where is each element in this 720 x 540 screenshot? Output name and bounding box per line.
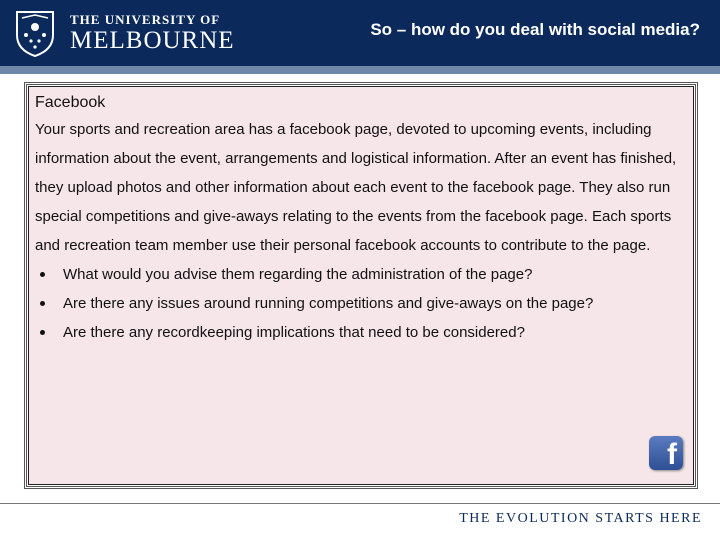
scenario-content [35,93,685,347]
question-text: Are there any issues around running competitions and give-aways on the page? [63,295,594,312]
facebook-glyph: f [667,438,677,470]
header-stripe [0,66,720,74]
scenario-heading: Facebook [35,94,106,111]
header-bar [0,0,720,66]
list-item [35,289,685,318]
bullet-icon [40,330,45,335]
question-text: What would you advise them regarding the administration of the page? [63,266,533,283]
footer-tagline: THE EVOLUTION STARTS HERE [459,511,702,526]
crest-icon [14,9,56,57]
slide-title: So – how do you deal with social media? [370,20,700,39]
footer-divider [0,503,720,504]
scenario-paragraph: Your sports and recreation area has a facebook page, devoted to upcoming events, including information about the event, arrangements and logistical information. After an event has finished, they upload photos and other information about each event to the facebook page. They also run special competitions and give-aways relating to the events from the facebook page. Each sports and recreation team member use their personal facebook accounts to contribute to the page. [35,121,677,254]
question-text: Are there any recordkeeping implications that need to be considered? [63,324,525,341]
facebook-icon [649,436,683,470]
logo-line2: MELBOURNE [70,27,235,54]
logo-line1: THE UNIVERSITY OF [70,12,221,27]
bullet-icon [40,301,45,306]
list-item [35,318,685,347]
bullet-icon [40,272,45,277]
university-logo [14,8,235,58]
logo-text [70,12,235,54]
list-item [35,260,685,289]
scenario-box [28,86,694,485]
question-list [35,260,685,347]
